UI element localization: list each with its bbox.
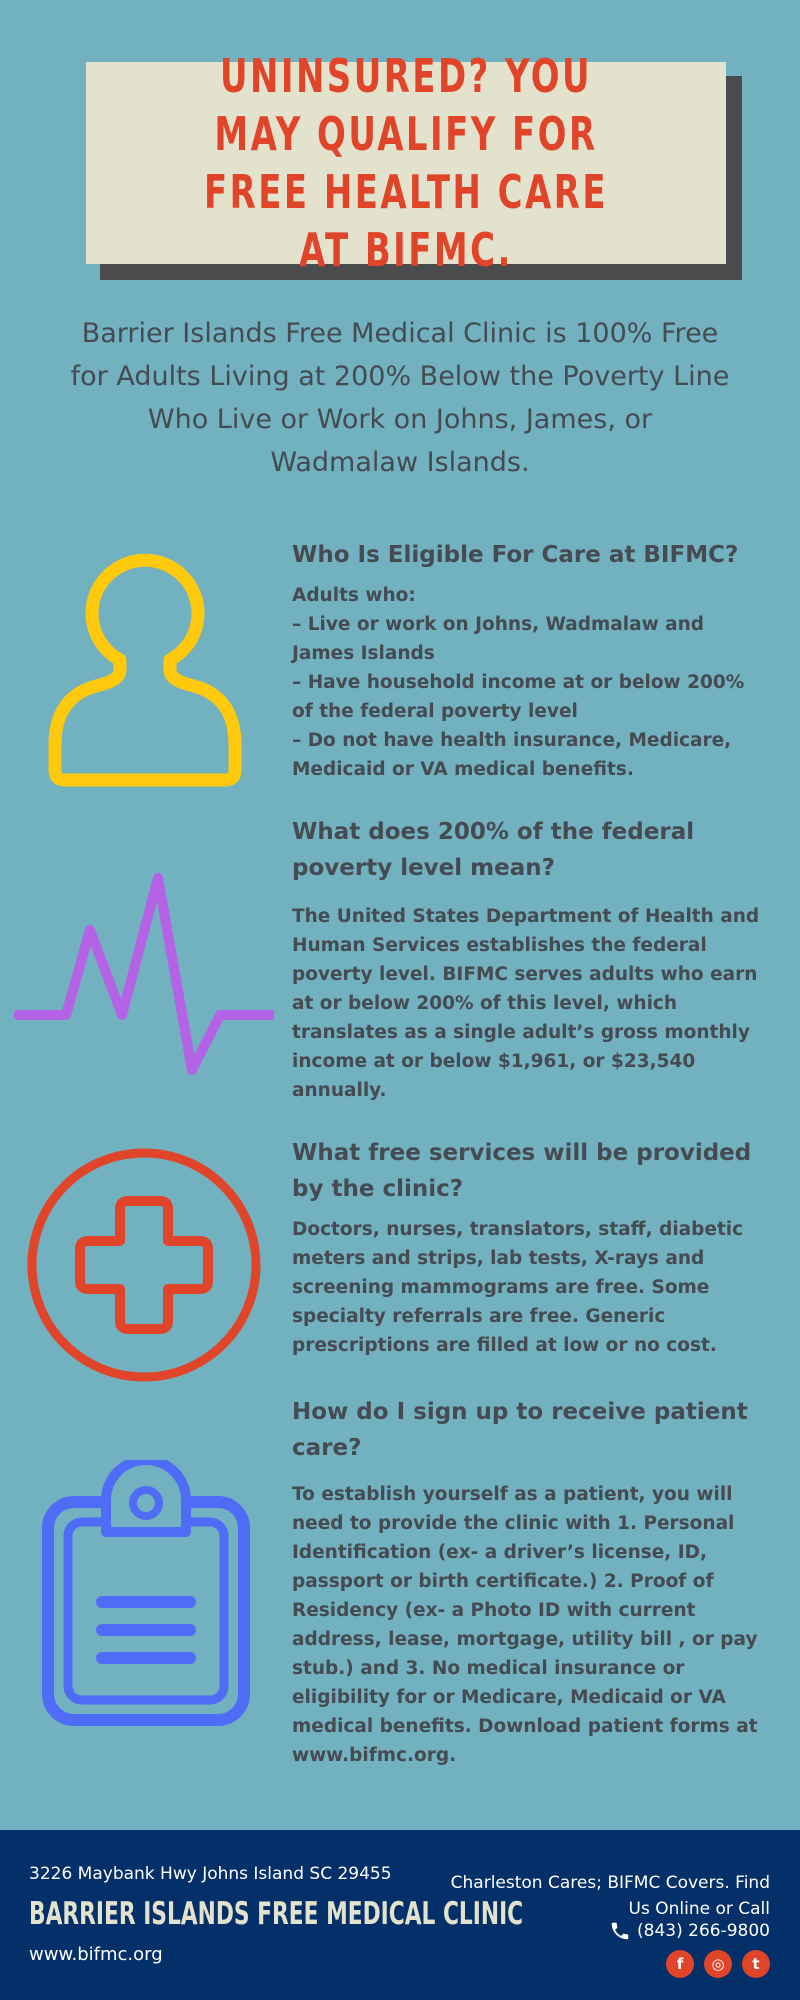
footer bbox=[0, 1830, 800, 2000]
section-heading: What free services will be provided by the clinic? bbox=[292, 1140, 752, 1202]
social-links bbox=[666, 1950, 770, 1978]
section-body: To establish yourself as a patient, you will need to provide the clinic with 1. Personal Identification (ex- a driver’s license, ID, passport or birth certificate.) 2. Proof of Residency (ex- a Photo ID with current address, lease, mortgage, utility bill , or pay stub.) and 3. No medical insurance or eligibility for or Medicare, Medicaid or VA medical benefits. Download patient forms at www.bifmc.org. bbox=[292, 1484, 758, 1766]
medical-cross-icon bbox=[24, 1145, 264, 1385]
section-body: The United States Department of Health and Human Services establishes the federal poverty level. BIFMC serves adults who earn at or below 200% of this level, which translates as a single adult’s gross monthly income at or below $1,961, or $23,540 annually. bbox=[292, 906, 760, 1101]
section-heading: What does 200% of the federal poverty level mean? bbox=[292, 819, 695, 881]
title-banner bbox=[86, 49, 726, 277]
facebook-icon[interactable]: f bbox=[666, 1950, 694, 1978]
page-title: UNINSURED? YOU MAY QUALIFY FOR FREE HEALTH CARE AT BIFMC. bbox=[204, 49, 608, 277]
section-heading: How do I sign up to receive patient care? bbox=[292, 1399, 748, 1461]
clipboard-icon bbox=[36, 1460, 256, 1730]
section-body: Doctors, nurses, translators, staff, diabetic meters and strips, lab tests, X-rays and screening mammograms are free. Some specialty referrals are free. Generic prescriptions are filled at low or no cost. bbox=[292, 1219, 744, 1356]
instagram-icon[interactable]: ◎ bbox=[704, 1950, 732, 1978]
section-eligibility bbox=[292, 537, 762, 784]
person-icon bbox=[40, 545, 250, 790]
footer-phone[interactable] bbox=[609, 1920, 770, 1942]
twitter-icon[interactable]: t bbox=[742, 1950, 770, 1978]
footer-website-link[interactable]: www.bifmc.org bbox=[29, 1944, 163, 1965]
section-body: Adults who: – Live or work on Johns, Wadmalaw and James Islands – Have household income at or below 200% of the federal poverty level – Do not have health insurance, Medicare, Medicaid or VA medical benefits. bbox=[292, 585, 745, 780]
section-free-services bbox=[292, 1135, 762, 1360]
phone-icon bbox=[609, 1920, 631, 1942]
section-sign-up bbox=[292, 1394, 762, 1770]
section-heading: Who Is Eligible For Care at BIFMC? bbox=[292, 542, 739, 568]
footer-address: 3226 Maybank Hwy Johns Island SC 29455 bbox=[29, 1864, 392, 1884]
phone-number: (843) 266-9800 bbox=[637, 1921, 770, 1941]
heartbeat-icon bbox=[14, 870, 274, 1080]
intro-text: Barrier Islands Free Medical Clinic is 100% Free for Adults Living at 200% Below the Poverty Line Who Live or Work on Johns, James, or Wadmalaw Islands. bbox=[70, 318, 730, 478]
footer-tagline: Charleston Cares; BIFMC Covers. Find Us Online or Call bbox=[450, 1873, 770, 1919]
footer-clinic-name: BARRIER ISLANDS FREE MEDICAL CLINIC bbox=[29, 1896, 524, 1932]
section-poverty-level bbox=[292, 814, 762, 1105]
